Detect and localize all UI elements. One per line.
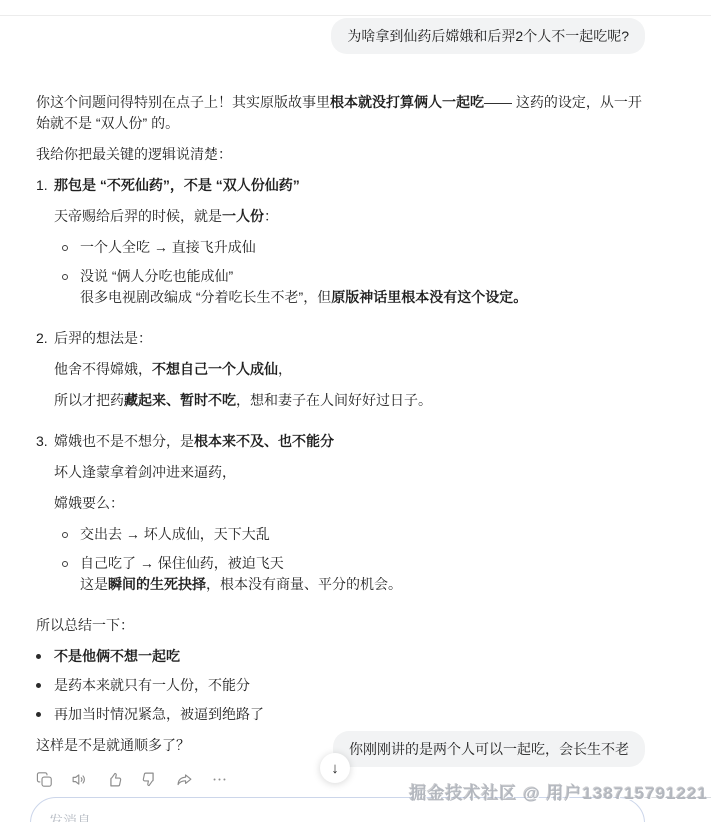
numbered-item-body <box>54 175 645 318</box>
bullet-dot <box>36 712 41 717</box>
list-number: 3. <box>36 433 48 449</box>
user-message-bubble-2: 你刚刚讲的是两个人可以一起吃，会长生不老 <box>333 731 645 767</box>
text-segment: 一人份 <box>222 208 264 224</box>
bullet-marker <box>62 553 80 595</box>
paragraph <box>54 493 645 514</box>
text-segment: 坏人逢蒙拿着剑冲进来逼药， <box>54 464 236 480</box>
text-segment: ，想和妻子在人间好好过日子。 <box>236 392 432 408</box>
text-segment: 我给你把最关键的逻辑说清楚： <box>36 146 232 162</box>
bullet-item <box>62 237 645 258</box>
text-segment: 原版神话里根本没有这个设定。 <box>331 289 528 305</box>
paragraph <box>36 92 645 134</box>
bullet-list <box>62 524 645 595</box>
bullet-item <box>62 266 645 308</box>
paragraph <box>54 390 645 411</box>
text-segment: 那包是 “不死仙药”，不是 “双人份仙药” <box>54 177 300 193</box>
assistant-message <box>36 92 645 756</box>
down-arrow-icon: ↓ <box>331 759 339 777</box>
numbered-item-body <box>54 328 645 421</box>
text-segment: 根本来不及、也不能分 <box>194 433 334 449</box>
numbered-item <box>36 328 645 421</box>
text-segment: 这样是不是就通顺多了？ <box>36 737 190 753</box>
text-segment: 一个人全吃 → 直接飞升成仙 <box>80 239 256 255</box>
more-icon[interactable] <box>207 768 231 790</box>
text-segment: 他舍不得嫦娥， <box>54 361 152 377</box>
list-number: 2. <box>36 330 48 346</box>
bullet-text <box>80 266 645 308</box>
list-number: 1. <box>36 177 48 193</box>
bullet-dot <box>62 274 68 280</box>
dislike-icon[interactable] <box>137 768 161 790</box>
text-segment: 后羿的想法是： <box>54 330 152 346</box>
text-segment: 再加当时情况紧急，被逼到绝路了 <box>54 706 264 722</box>
text-segment: 所以才把药 <box>54 392 124 408</box>
item-heading <box>54 431 645 452</box>
bullet-dot <box>36 683 41 688</box>
bullet-line <box>80 287 645 308</box>
bullet-line <box>54 704 645 725</box>
bullet-dot <box>36 654 41 659</box>
bullet-marker <box>62 524 80 545</box>
paragraph <box>54 359 645 380</box>
item-heading <box>54 175 645 196</box>
scroll-to-bottom-button[interactable] <box>320 753 350 783</box>
bullet-item <box>62 524 645 545</box>
paragraph <box>54 206 645 227</box>
bullet-list <box>36 646 645 725</box>
copy-icon[interactable] <box>32 768 56 790</box>
bullet-text <box>80 524 645 545</box>
bullet-marker <box>36 646 54 667</box>
user-message-row-2 <box>333 731 645 767</box>
bullet-line <box>80 574 645 595</box>
text-segment: 很多电视剧改编成 “分着吃长生不老”，但 <box>80 289 332 305</box>
bullet-list <box>62 237 645 308</box>
numbered-item-body <box>54 431 645 605</box>
numbered-item <box>36 175 645 318</box>
text-segment: ，根本没有商量、平分的机会。 <box>206 576 402 592</box>
share-icon[interactable] <box>172 768 196 790</box>
text-segment: 所以总结一下： <box>36 617 134 633</box>
like-icon[interactable] <box>102 768 126 790</box>
text-segment: ， <box>278 361 292 377</box>
bullet-text <box>80 553 645 595</box>
text-segment: 根本就没打算俩人一起吃 <box>330 94 484 110</box>
text-segment: 不是他俩不想一起吃 <box>54 648 180 664</box>
bullet-line <box>80 553 645 574</box>
bullet-text <box>54 675 645 696</box>
bullet-item <box>62 553 645 595</box>
bullet-item <box>36 675 645 696</box>
bullet-dot <box>62 561 68 567</box>
text-segment: 不想自己一个人成仙 <box>152 361 278 377</box>
text-segment: 交出去 → 坏人成仙，天下大乱 <box>80 526 270 542</box>
bullet-line <box>80 237 645 258</box>
text-segment: 瞬间的生死抉择 <box>108 576 206 592</box>
bullet-line <box>54 646 645 667</box>
text-segment: ： <box>264 208 278 224</box>
bullet-marker <box>62 237 80 258</box>
bullet-text <box>54 704 645 725</box>
bullet-dot <box>62 532 68 538</box>
bullet-text <box>80 237 645 258</box>
item-heading <box>54 328 645 349</box>
paragraph <box>36 144 645 165</box>
text-segment: 没说 “俩人分吃也能成仙” <box>80 268 234 284</box>
bullet-line <box>80 524 645 545</box>
bullet-marker <box>62 266 80 308</box>
user-message-row <box>36 18 645 54</box>
user-message-bubble: 为啥拿到仙药后嫦娥和后羿2个人不一起吃呢? <box>331 18 645 54</box>
text-segment: 这是 <box>80 576 108 592</box>
text-segment: 自己吃了 → 保住仙药，被迫飞天 <box>80 555 284 571</box>
text-segment: 是药本来就只有一人份，不能分 <box>54 677 250 693</box>
paragraph <box>54 462 645 483</box>
bullet-text <box>54 646 645 667</box>
bullet-marker <box>36 675 54 696</box>
text-segment: —— 这药的设定，从一开始就不是 “双人份” 的。 <box>36 94 642 131</box>
text-segment: 嫦娥要么： <box>54 495 124 511</box>
read-aloud-icon[interactable] <box>67 768 91 790</box>
text-segment: 藏起来、暂时不吃 <box>124 392 236 408</box>
bullet-item <box>36 646 645 667</box>
bullet-dot <box>62 245 68 251</box>
numbered-item <box>36 431 645 605</box>
bullet-line <box>54 675 645 696</box>
paragraph <box>36 615 645 636</box>
text-segment: 天帝赐给后羿的时候，就是 <box>54 208 222 224</box>
text-segment: 嫦娥也不是不想分，是 <box>54 433 194 449</box>
bullet-marker <box>36 704 54 725</box>
text-segment: 你这个问题问得特别在点子上！其实原版故事里 <box>36 94 330 110</box>
watermark-text: 掘金技术社区 @ 用户138715791221 <box>409 784 708 803</box>
bullet-line <box>80 266 645 287</box>
bullet-item <box>36 704 645 725</box>
